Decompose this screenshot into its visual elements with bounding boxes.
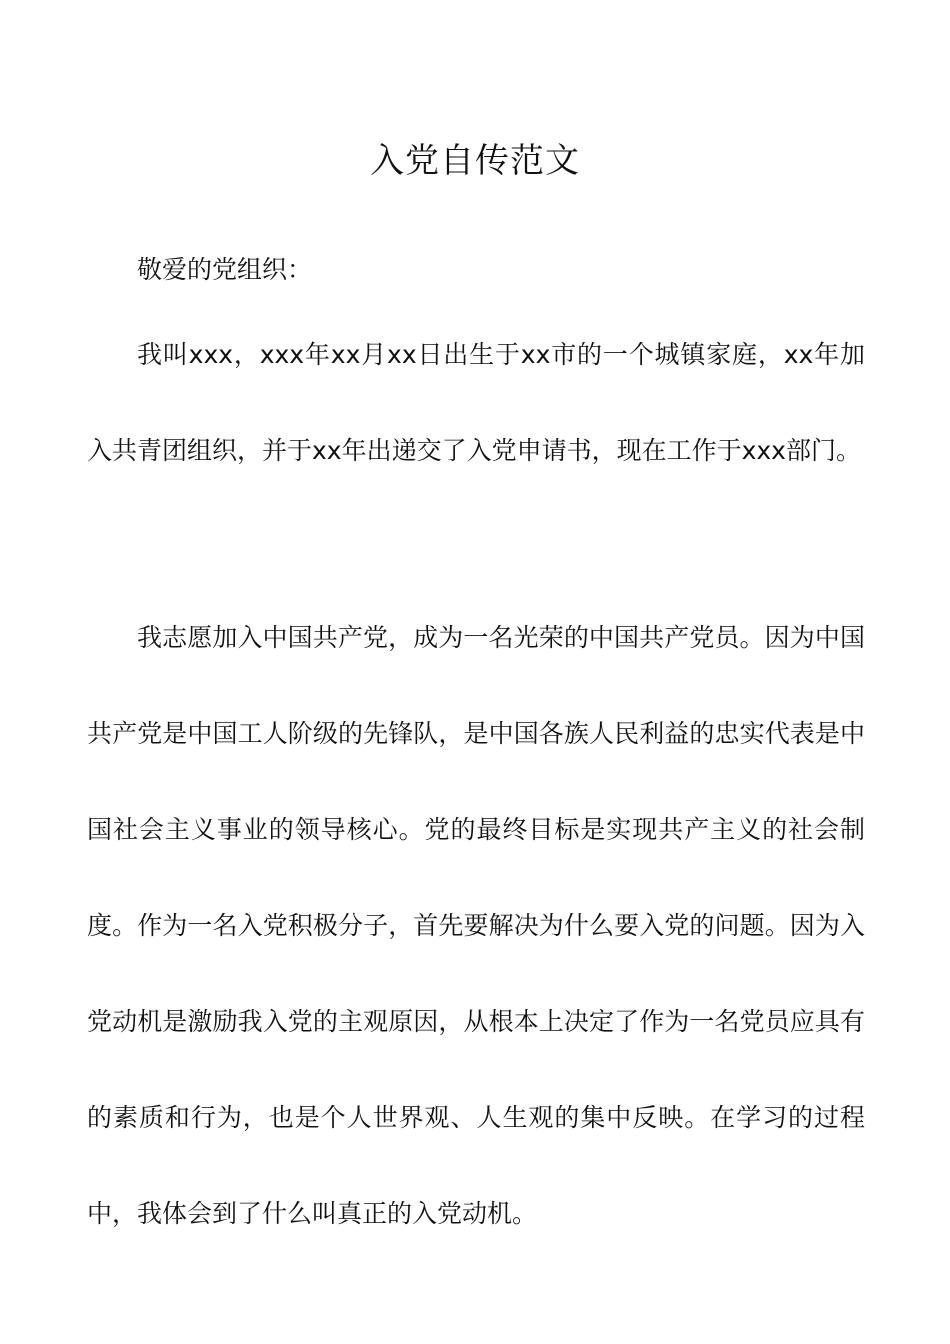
paragraph-2: 我志愿加入中国共产党，成为一名光荣的中国共产党员。因为中国共产党是中国工人阶级的先锋队，是中国各族人民利益的忠实代表是中国社会主义事业的领导核心。党的最终目标是实现共产主义的社会制度。作为一名入党积极分子，首先要解决为什么要入党的问题。因为入党动机是激励我入党的主观原因，从根本上决定了作为一名党员应具有的素质和行为，也是个人世界观、人生观的集中反映。在学习的过程中，我体会到了什么叫真正的入党动机。 [87,623,865,1228]
paragraph-1: 我叫xxx，xxx年xx月xx日出生于xx市的一个城镇家庭，xx年加入共青团组织，并于xx年出递交了入党申请书，现在工作于xxx部门。 [87,340,865,465]
salutation: 敬爱的党组织： [137,255,313,284]
document-title: 入党自传范文 [370,141,580,181]
